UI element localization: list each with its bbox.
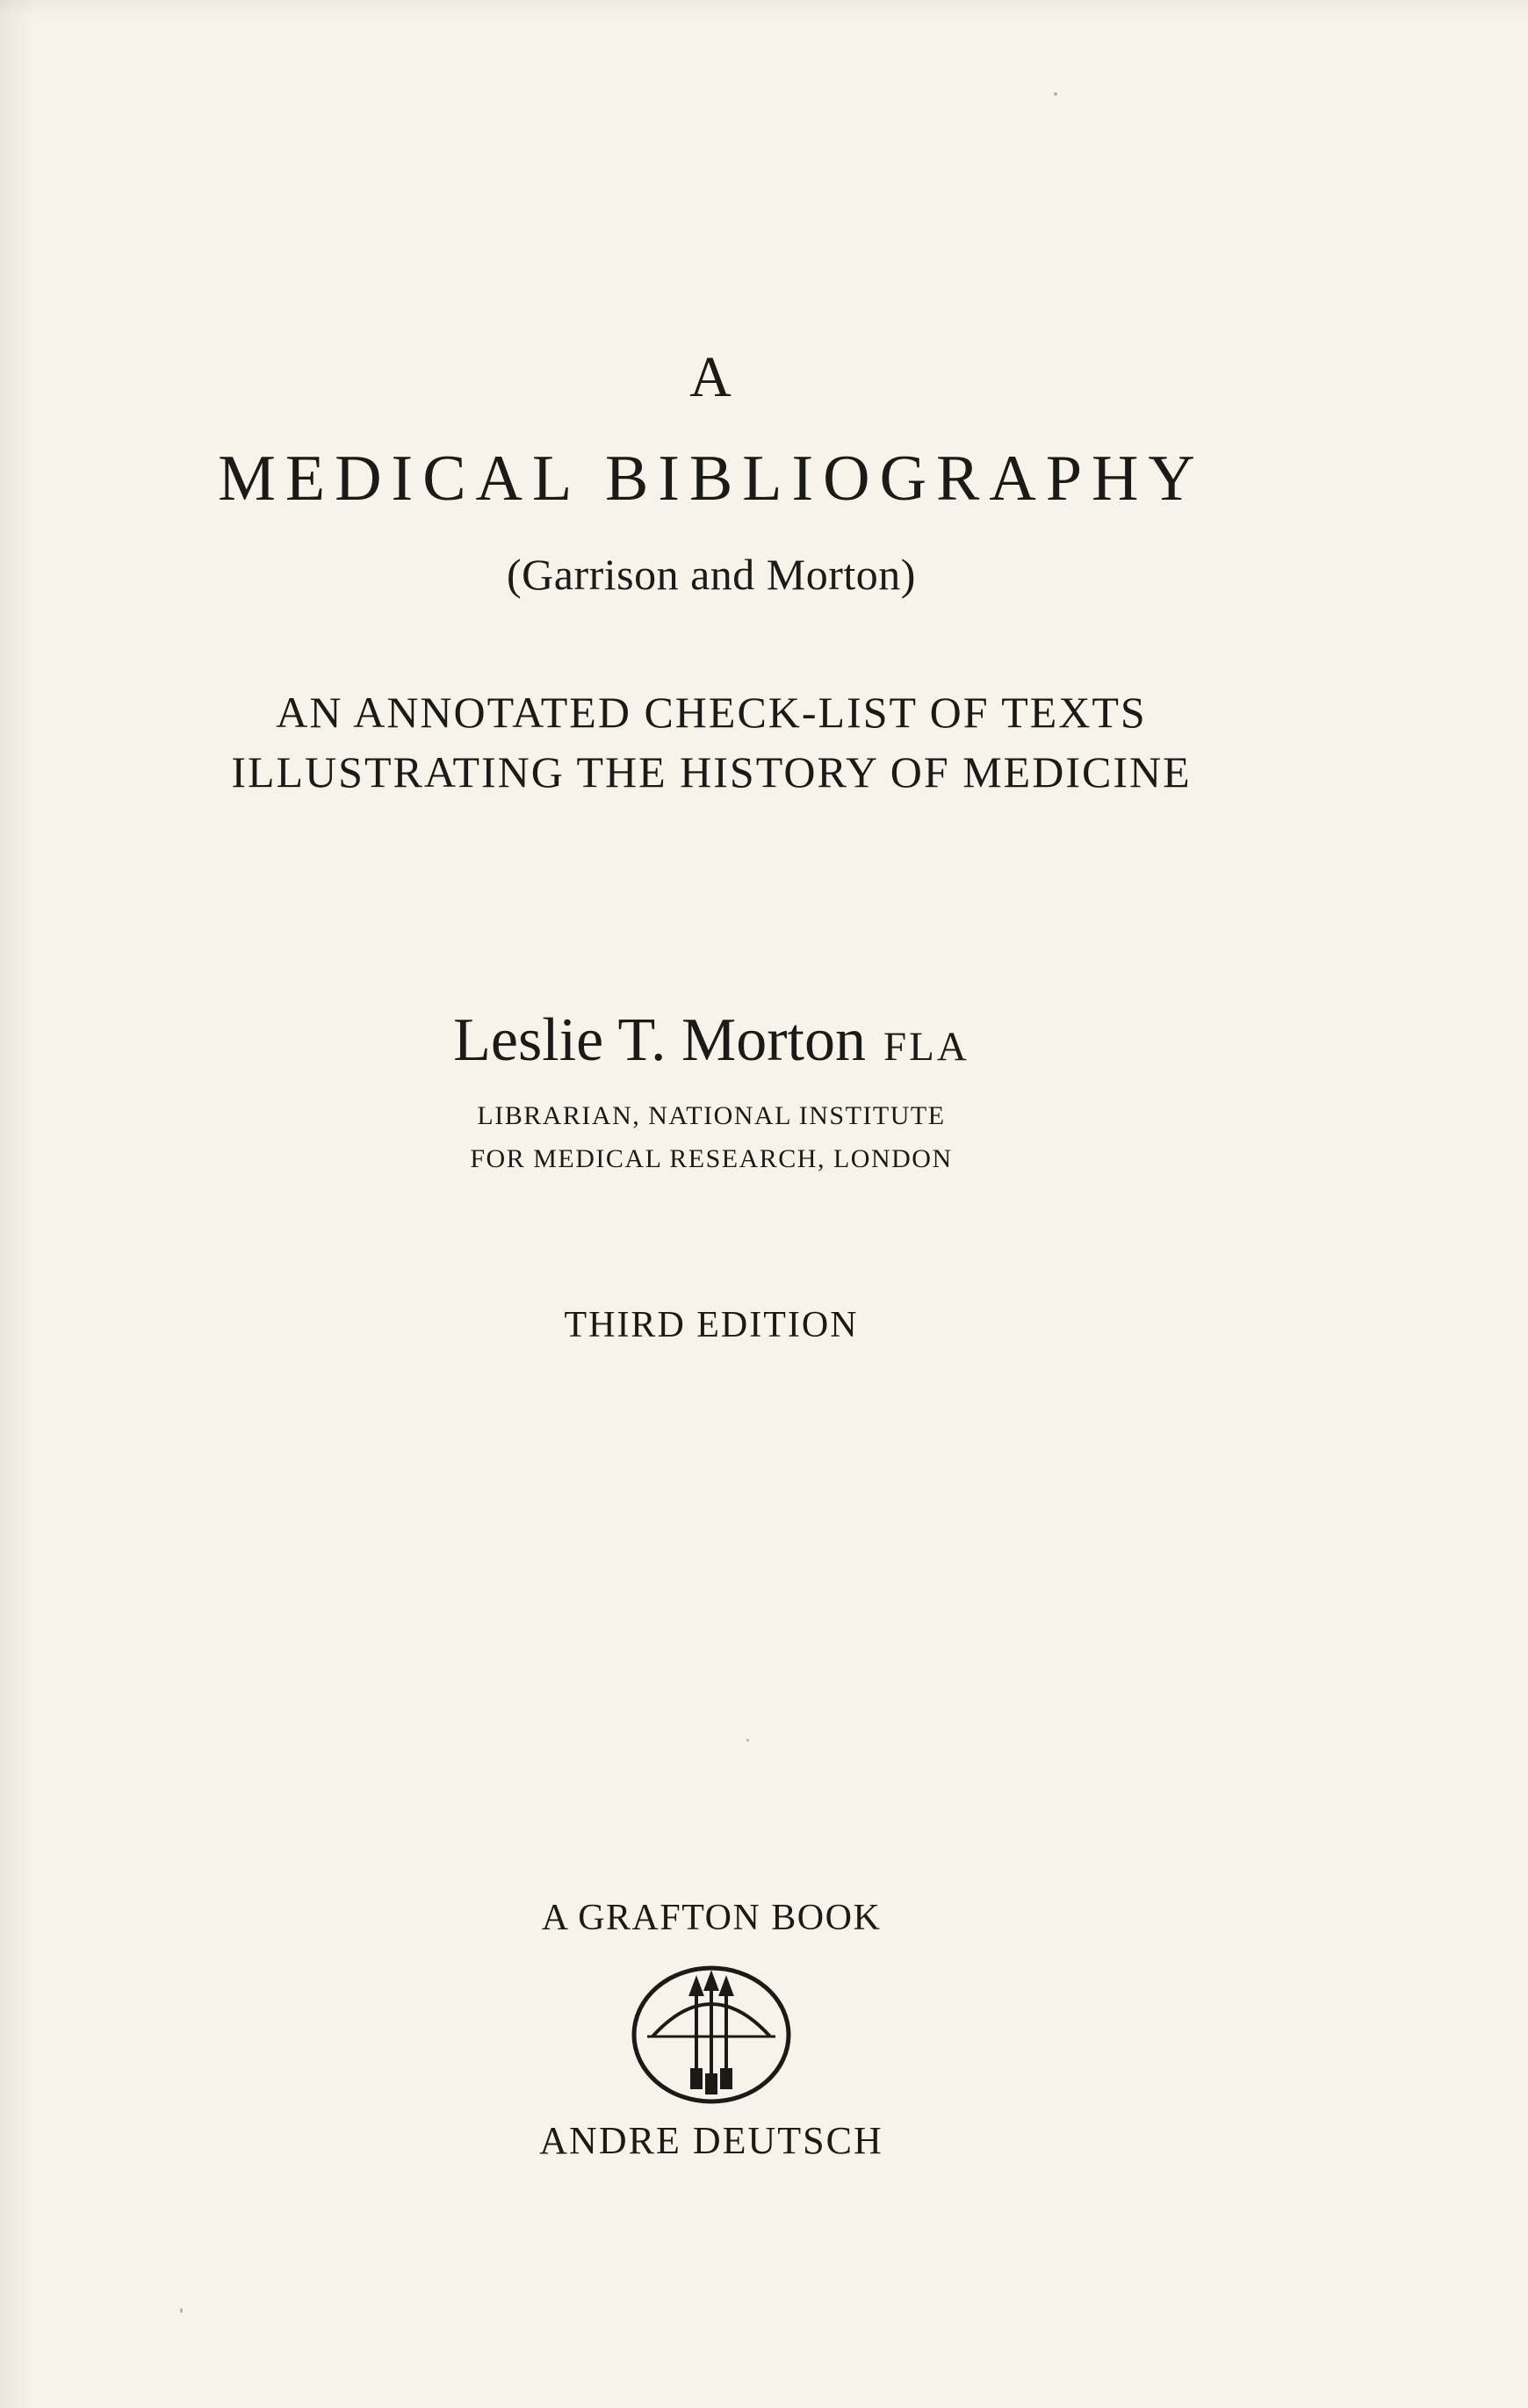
paper-speck bbox=[1054, 92, 1057, 96]
author-name: Leslie T. Morton bbox=[453, 1006, 867, 1074]
title-article: A bbox=[689, 345, 733, 409]
author-affiliation-line-1: LIBRARIAN, NATIONAL INSTITUTE bbox=[477, 1101, 946, 1130]
book-subtitle: (Garrison and Morton) bbox=[507, 550, 916, 599]
author-line bbox=[0, 1006, 1423, 1076]
publisher-name: ANDRE DEUTSCH bbox=[539, 2119, 883, 2162]
author-affiliation-line-2: FOR MEDICAL RESEARCH, LONDON bbox=[470, 1144, 953, 1173]
book-title: MEDICAL BIBLIOGRAPHY bbox=[218, 443, 1205, 515]
author-credential: FLA bbox=[883, 1024, 969, 1070]
paper-speck bbox=[746, 1739, 749, 1741]
description-line-1: AN ANNOTATED CHECK-LIST OF TEXTS bbox=[276, 688, 1147, 737]
description-line-2: ILLUSTRATING THE HISTORY OF MEDICINE bbox=[231, 747, 1192, 797]
bow-and-arrows-emblem-icon bbox=[628, 1963, 795, 2108]
edition-label: THIRD EDITION bbox=[564, 1305, 859, 1345]
paper-speck bbox=[180, 2308, 183, 2313]
imprint-label: A GRAFTON BOOK bbox=[541, 1898, 882, 1938]
